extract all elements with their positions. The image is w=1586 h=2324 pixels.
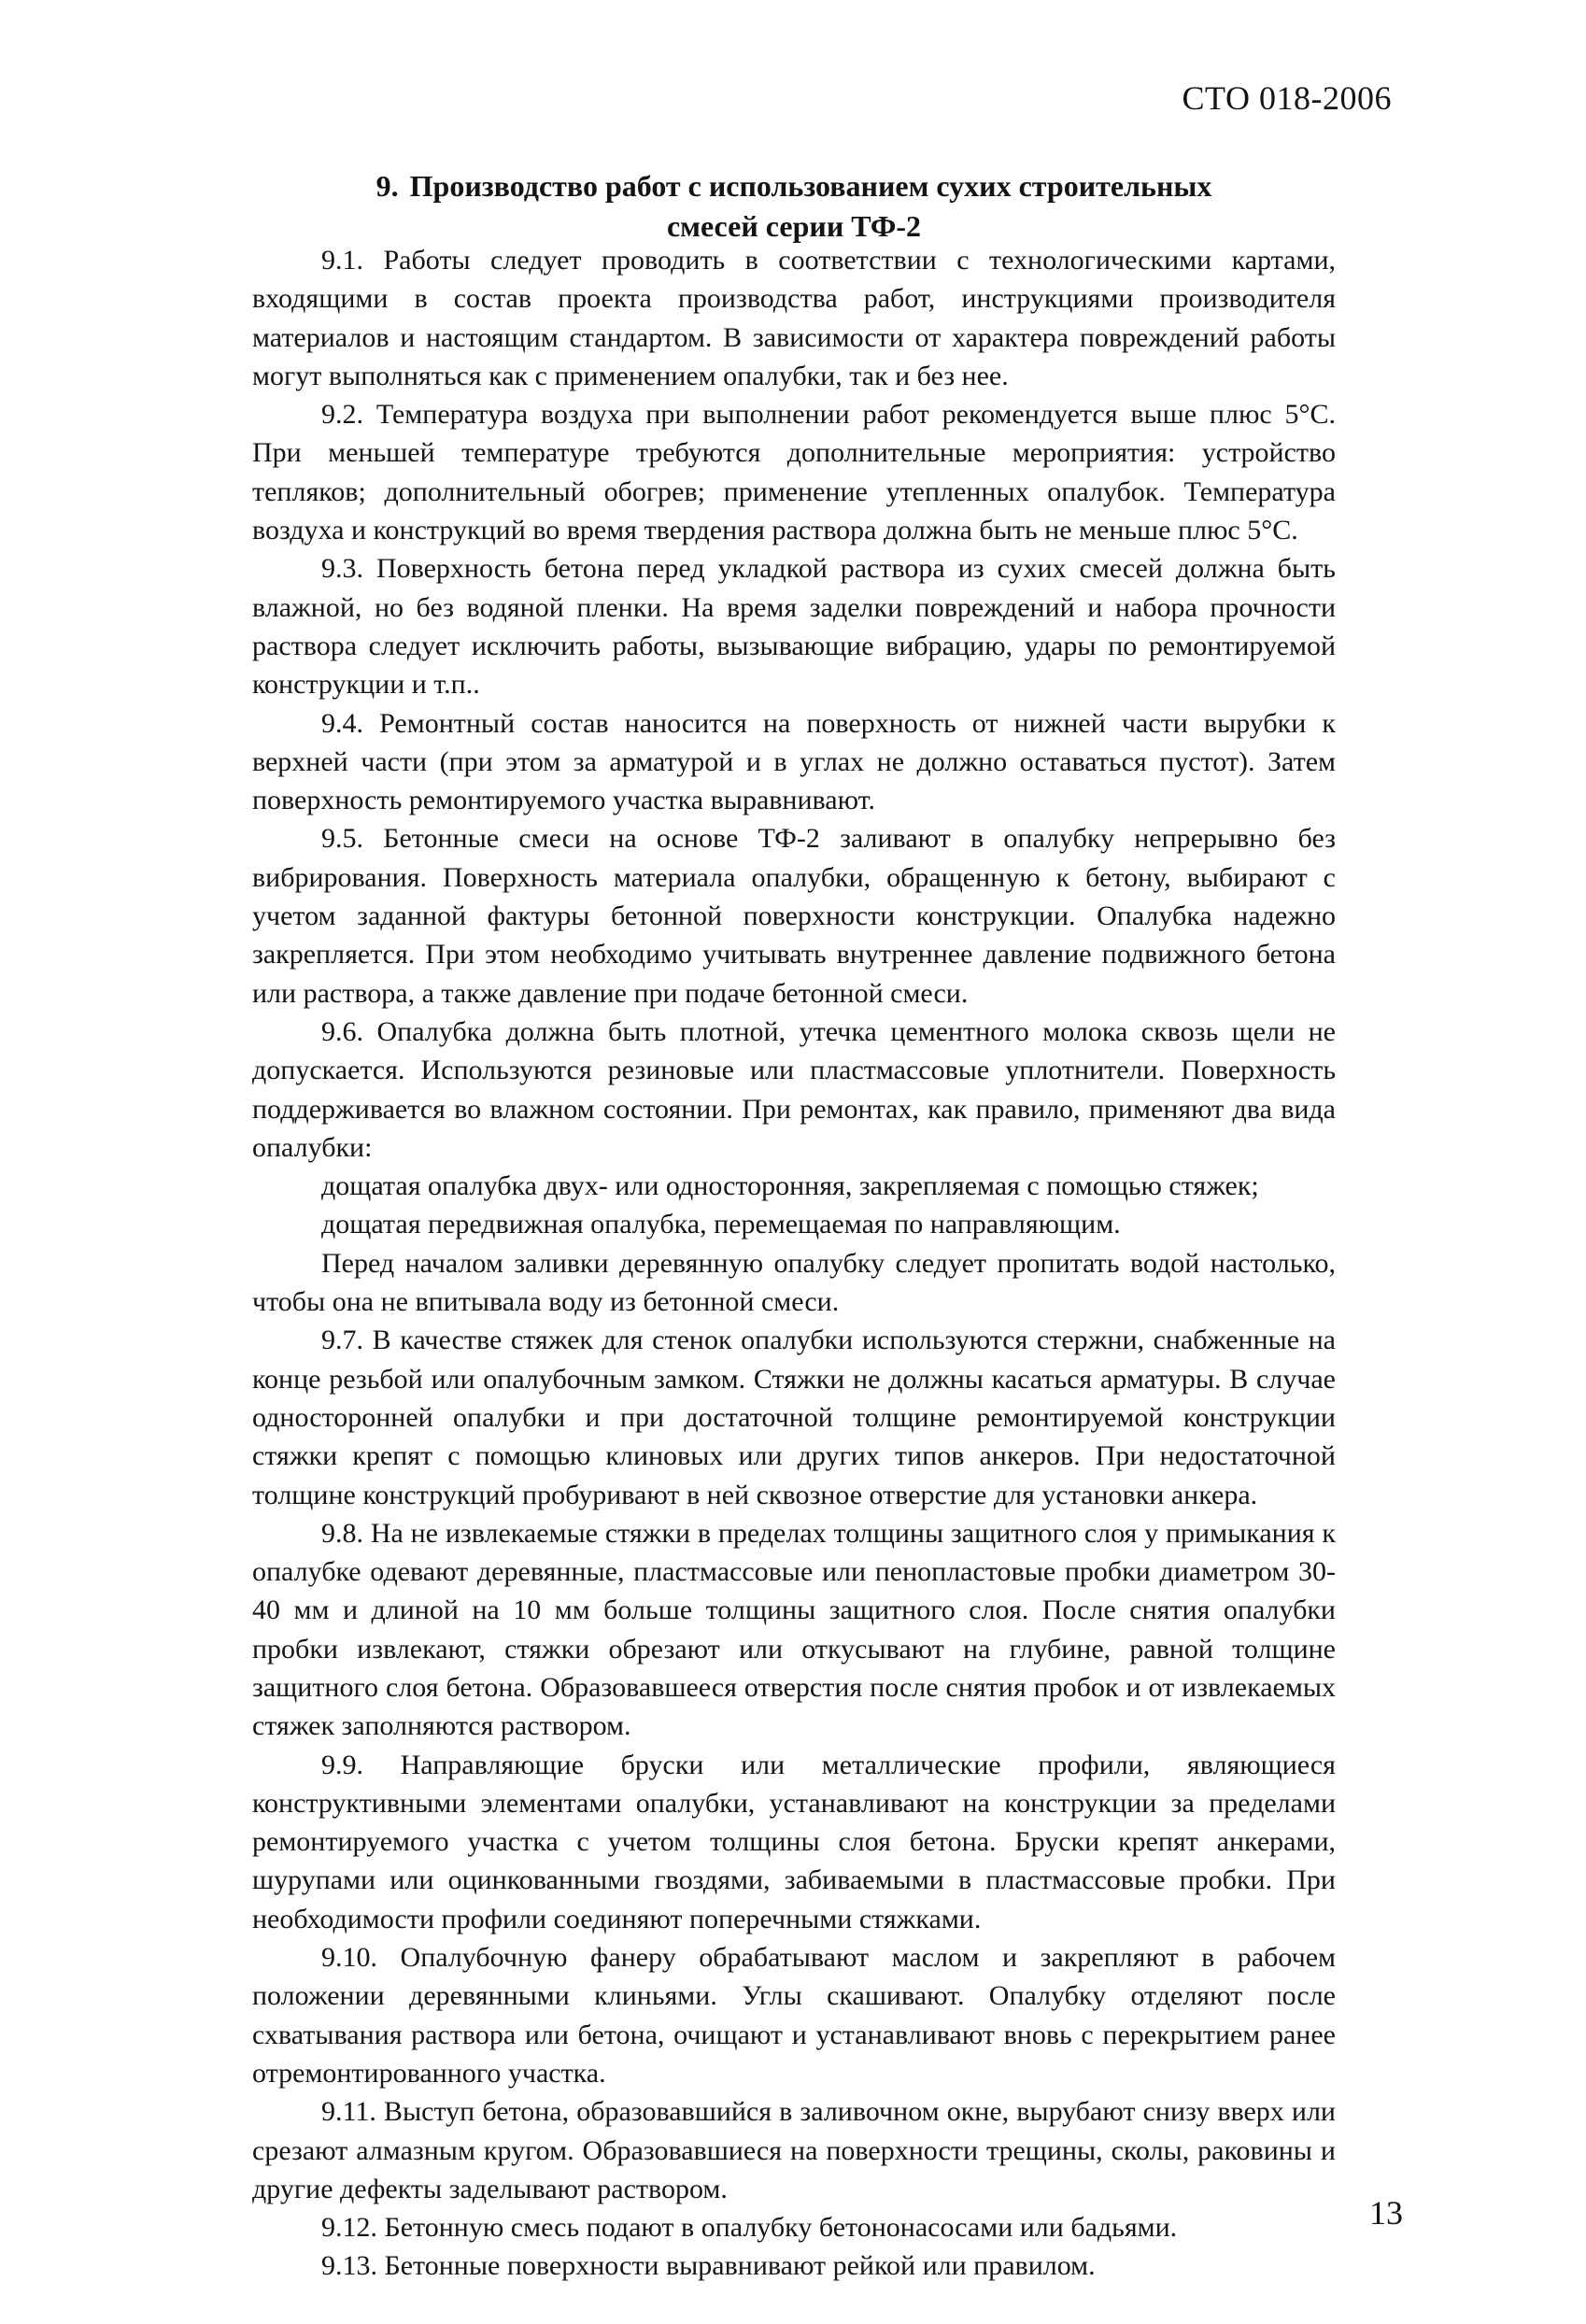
section-number: 9. [375, 169, 399, 203]
document-body [252, 241, 1336, 2286]
paragraph-impregnation-note: Перед началом заливки деревянную опалубку следует пропитать водой настолько, чтобы она не впитывала воду из бетонной смеси. [252, 1247, 1336, 1318]
paragraph-9-7: 9.7. В качестве стяжек для стенок опалубки используются стержни, снабженные на конце резьбой или опалубочным замком. Стяжки не должны касаться арматуры. В случае односторонней опалубки и при достаточной толщине ремонтируемой конструкции стяжки крепят с помощью клиновых или других типов анкеров. При недостаточной толщине конструкций пробуривают в ней сквозное отверстие для установки анкера. [252, 1325, 1336, 1510]
paragraph-9-3: 9.3. Поверхность бетона перед укладкой раствора из сухих смесей должна быть влажной, но без водяной пленки. На время заделки повреждений и набора прочности раствора следует исключить работы, вызывающие вибрацию, удары по ремонтируемой конструкции и т.п.. [252, 553, 1336, 701]
paragraph-9-4: 9.4. Ремонтный состав наносится на поверхность от нижней части вырубки к верхней части (при этом за арматурой и в углах не должно оставаться пустот). Затем поверхность ремонтируемого участка выравнивают. [252, 707, 1336, 816]
paragraph-9-9: 9.9. Направляющие бруски или металлические профили, являющиеся конструктивными элементами опалубки, устанавливают на конструкции за пределами ремонтируемого участка с учетом толщины слоя бетона. Бруски крепят анкерами, шурупами или оцинкованными гвоздями, забиваемыми в пластмассовые пробки. При необходимости профили соединяют поперечными стяжками. [252, 1749, 1336, 1934]
list-item-formwork-type-1: дощатая опалубка двух- или односторонняя, закрепляемая с помощью стяжек; [321, 1170, 1259, 1202]
paragraph-9-1: 9.1. Работы следует проводить в соответствии с технологическими картами, входящими в состав проекта производства работ, инструкциями производителя материалов и настоящим стандартом. В зависимости от характера повреждений работы могут выполняться как с применением опалубки, так и без нее. [252, 245, 1336, 391]
section-heading [252, 166, 1336, 247]
page-number: 13 [1369, 2194, 1403, 2232]
paragraph-9-13: 9.13. Бетонные поверхности выравнивают рейкой или правилом. [321, 2250, 1096, 2282]
paragraph-9-8: 9.8. На не извлекаемые стяжки в пределах толщины защитного слоя у примыкания к опалубке одевают деревянные, пластмассовые или пенопластовые пробки диаметром 30-40 мм и длиной на 10 мм больше толщины защитного слоя. После снятия опалубки пробки извлекают, стяжки обрезают или откусывают на глубине, равной толщине защитного слоя бетона. Образовавшееся отверстия после снятия пробок и от извлекаемых стяжек заполняются раствором. [252, 1517, 1336, 1742]
list-item-formwork-type-2: дощатая передвижная опалубка, перемещаемая по направляющим. [321, 1209, 1121, 1240]
document-code: СТО 018-2006 [1182, 79, 1392, 117]
paragraph-9-12: 9.12. Бетонную смесь подают в опалубку бетононасосами или бадьями. [321, 2212, 1178, 2244]
paragraph-9-6: 9.6. Опалубка должна быть плотной, утечка цементного молока сквозь щели не допускается. Используются резиновые или пластмассовые уплотнители. Поверхность поддерживается во влажном состоянии. При ремонтах, как правило, применяют два вида опалубки: [252, 1015, 1336, 1163]
section-title-line-2: смесей серии ТФ-2 [666, 209, 922, 243]
paragraph-9-10: 9.10. Опалубочную фанеру обрабатывают маслом и закрепляют в рабочем положении деревянными клиньями. Углы скашивают. Опалубку отделяют после схватывания раствора или бетона, очищают и устанавливают вновь с перекрытием ранее отремонтированного участка. [252, 1942, 1336, 2089]
paragraph-9-11: 9.11. Выступ бетона, образовавшийся в заливочном окне, вырубают снизу вверх или срезают алмазным кругом. Образовавшиеся на поверхности трещины, сколы, раковины и другие дефекты заделывают раствором. [252, 2096, 1336, 2204]
paragraph-9-2: 9.2. Температура воздуха при выполнении работ рекомендуется выше плюс 5°С. При меньшей температуре требуются дополнительные мероприятия: устройство тепляков; дополнительный обогрев; применение утепленных опалубок. Температура воздуха и конструкций во время твердения раствора должна быть не меньше плюс 5°С. [252, 399, 1336, 546]
section-heading-line-1 [252, 166, 1336, 206]
section-title-line-1: Производство работ с использованием сухих строительных [409, 169, 1212, 203]
paragraph-9-5: 9.5. Бетонные смеси на основе ТФ-2 заливают в опалубку непрерывно без вибрирования. Поверхность материала опалубки, обращенную к бетону, выбирают с учетом заданной фактуры бетонной поверхности конструкции. Опалубка надежно закрепляется. При этом необходимо учитывать внутреннее давление подвижного бетона или раствора, а также давление при подаче бетонной смеси. [252, 823, 1336, 1009]
